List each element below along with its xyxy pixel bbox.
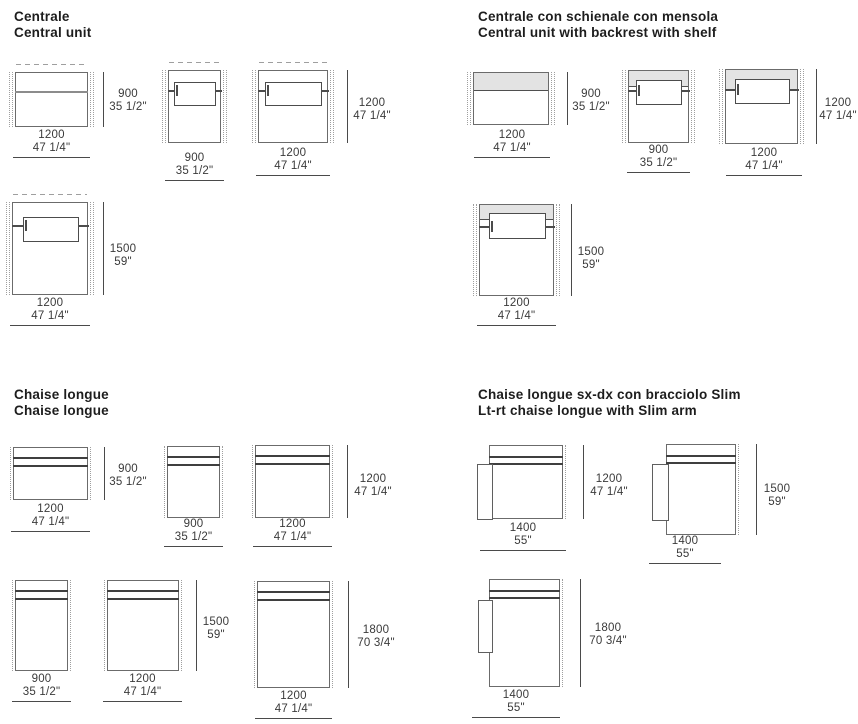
chaise-module xyxy=(257,581,330,688)
cushion-side-mark xyxy=(321,90,329,92)
chaise-module xyxy=(13,447,88,500)
backrest-line xyxy=(107,590,179,592)
connector-dashes-right xyxy=(691,70,695,143)
width-dimension-label xyxy=(164,518,223,547)
backrest-line xyxy=(13,457,88,459)
height-dimension-line xyxy=(103,72,104,127)
connector-dashes-top xyxy=(259,62,327,63)
sofa-module-with-shelf xyxy=(473,72,549,125)
section-title xyxy=(14,9,91,41)
width-in: 47 1/4" xyxy=(32,141,71,154)
backrest-line xyxy=(489,590,560,592)
backrest-line xyxy=(666,455,736,457)
chaise-module-with-arm xyxy=(489,445,563,519)
cushion-side-mark xyxy=(12,225,24,227)
width-in: 55" xyxy=(507,701,525,714)
cushion-side-mark xyxy=(168,90,175,92)
height-mm: 1500 xyxy=(202,616,230,628)
width-mm: 900 xyxy=(648,144,669,156)
cushion-side-mark xyxy=(258,90,266,92)
cushion-side-mark xyxy=(681,90,690,92)
connector-dashes-left xyxy=(467,72,471,125)
sofa-module-with-shelf xyxy=(628,70,689,143)
connector-dashes-left xyxy=(622,70,626,143)
chaise-module xyxy=(255,445,330,518)
width-dimension-label xyxy=(12,673,71,702)
backrest-cushion xyxy=(735,79,790,104)
backrest-cushion xyxy=(489,213,546,239)
height-dimension-line xyxy=(571,204,572,296)
backrest-line xyxy=(489,456,563,458)
width-mm: 1200 xyxy=(36,297,64,309)
connector-dashes-right xyxy=(332,445,333,518)
height-in: 35 1/2" xyxy=(109,100,147,113)
connector-dashes-left xyxy=(252,445,253,518)
height-dimension-label xyxy=(351,473,395,498)
connector-dashes-right xyxy=(562,579,563,687)
height-dimension-label xyxy=(584,622,632,647)
width-mm: 1200 xyxy=(280,690,307,702)
height-mm: 1200 xyxy=(359,473,387,485)
height-mm: 1500 xyxy=(577,246,605,258)
section-title-english: Central unit with backrest with shelf xyxy=(478,25,717,40)
width-in: 47 1/4" xyxy=(273,530,312,543)
backrest-line xyxy=(257,599,330,601)
connector-dashes-top xyxy=(169,62,220,63)
connector-dashes-left xyxy=(162,70,166,143)
cushion-fold-tick xyxy=(737,84,739,95)
chaise-module-with-arm xyxy=(489,579,560,687)
section-title-italian: Centrale xyxy=(14,9,70,24)
height-in: 47 1/4" xyxy=(819,109,857,122)
width-in: 55" xyxy=(514,534,532,547)
width-dimension-label xyxy=(480,522,566,551)
height-mm: 1800 xyxy=(594,622,622,634)
height-mm: 900 xyxy=(118,463,138,475)
height-mm: 1800 xyxy=(362,624,390,636)
cushion-side-mark xyxy=(78,225,89,227)
connector-dashes-left xyxy=(719,69,723,144)
backrest-line xyxy=(489,597,560,599)
connector-dashes-right xyxy=(565,445,566,519)
slim-arm xyxy=(477,464,493,520)
width-mm: 1400 xyxy=(502,689,530,701)
width-dimension-label xyxy=(13,129,90,158)
width-in: 35 1/2" xyxy=(175,164,214,177)
cushion-side-mark xyxy=(628,90,637,92)
width-in: 35 1/2" xyxy=(174,530,213,543)
backrest-line xyxy=(666,462,736,464)
height-dimension-line xyxy=(580,579,581,687)
backrest-line xyxy=(489,463,563,465)
connector-dashes-right xyxy=(222,446,223,518)
connector-dashes-left xyxy=(164,446,165,518)
backrest-cushion xyxy=(23,217,79,242)
connector-dashes-right xyxy=(70,580,71,671)
chaise-module-with-arm xyxy=(666,444,736,535)
width-mm: 900 xyxy=(31,673,52,685)
cushion-side-mark xyxy=(479,226,490,228)
width-in: 47 1/4" xyxy=(274,702,313,715)
cushion-fold-tick xyxy=(491,221,493,232)
width-in: 47 1/4" xyxy=(497,309,536,322)
width-mm: 1200 xyxy=(279,147,307,159)
height-dimension-label xyxy=(199,616,233,641)
sofa-module-with-shelf xyxy=(479,204,554,296)
section-title-english: Central unit xyxy=(14,25,92,40)
width-dimension-label xyxy=(474,129,550,158)
width-mm: 900 xyxy=(183,518,204,530)
backrest-line xyxy=(257,591,330,593)
backrest-line xyxy=(13,465,88,467)
connector-dashes-right xyxy=(223,70,227,143)
sofa-module xyxy=(168,70,221,143)
connector-dashes-right xyxy=(800,69,804,144)
width-dimension-label xyxy=(649,535,721,564)
height-mm: 900 xyxy=(118,88,138,100)
section-title xyxy=(14,387,109,419)
height-dimension-label xyxy=(574,246,608,271)
connector-dashes-left xyxy=(9,72,13,127)
height-dimension-label xyxy=(106,243,140,268)
backrest-line xyxy=(255,463,330,465)
cushion-side-mark xyxy=(215,90,222,92)
slim-arm xyxy=(652,464,669,521)
height-dimension-line xyxy=(103,202,104,295)
section-title xyxy=(478,387,741,419)
width-mm: 1200 xyxy=(503,297,530,309)
connector-dashes-right xyxy=(551,72,555,125)
height-in: 59" xyxy=(114,255,132,268)
cushion-side-mark xyxy=(725,89,736,91)
width-mm: 1200 xyxy=(279,518,306,530)
shelf-band xyxy=(474,73,548,91)
backrest-cushion xyxy=(636,80,682,105)
connector-dashes-left xyxy=(10,447,11,500)
height-dimension-label xyxy=(107,88,149,113)
height-mm: 1200 xyxy=(824,97,852,109)
width-mm: 1200 xyxy=(38,129,65,141)
height-in: 35 1/2" xyxy=(572,100,610,113)
connector-dashes-right xyxy=(556,204,560,296)
height-dimension-label xyxy=(108,463,148,488)
height-dimension-label xyxy=(350,97,394,122)
connector-dashes-right xyxy=(181,580,182,671)
connector-dashes-right xyxy=(332,581,333,688)
width-dimension-label xyxy=(165,152,224,181)
height-dimension-line xyxy=(196,580,197,671)
section-title-english: Chaise longue xyxy=(14,403,109,418)
width-dimension-label xyxy=(726,147,802,176)
width-in: 47 1/4" xyxy=(745,159,783,172)
width-dimension-label xyxy=(477,297,556,326)
connector-dashes-right xyxy=(90,72,94,127)
section-title-english: Lt-rt chaise longue with Slim arm xyxy=(478,403,697,418)
width-in: 55" xyxy=(676,547,694,560)
height-dimension-line xyxy=(348,581,349,688)
height-mm: 1200 xyxy=(595,473,623,485)
connector-dashes-top xyxy=(16,64,87,65)
chaise-module xyxy=(15,580,68,671)
section-title-italian: Centrale con schienale con mensola xyxy=(478,9,719,24)
sofa-module xyxy=(258,70,328,143)
backrest-line xyxy=(167,456,220,458)
width-in: 35 1/2" xyxy=(639,156,678,169)
width-in: 47 1/4" xyxy=(31,515,70,528)
width-mm: 900 xyxy=(184,152,205,164)
height-in: 47 1/4" xyxy=(354,485,392,498)
connector-dashes-right xyxy=(90,447,91,500)
width-dimension-label xyxy=(627,144,690,173)
height-dimension-line xyxy=(104,447,105,500)
width-in: 47 1/4" xyxy=(31,309,69,322)
slim-arm xyxy=(478,600,493,653)
height-dimension-line xyxy=(347,445,348,518)
width-dimension-label xyxy=(253,518,332,547)
backrest-cushion xyxy=(174,82,216,106)
width-dimension-label xyxy=(472,689,560,718)
connector-dashes-left xyxy=(12,580,13,671)
cushion-side-mark xyxy=(545,226,555,228)
height-dimension-label xyxy=(587,473,631,498)
height-in: 59" xyxy=(768,495,786,508)
height-dimension-line xyxy=(347,70,348,143)
connector-dashes-right xyxy=(330,70,334,143)
backrest-cushion xyxy=(265,82,322,106)
width-dimension-label xyxy=(103,673,182,702)
height-in: 47 1/4" xyxy=(353,109,391,122)
sofa-module xyxy=(15,72,88,127)
backrest-line xyxy=(15,598,68,600)
backrest-line xyxy=(255,455,330,457)
width-mm: 1200 xyxy=(498,129,526,141)
backrest-line xyxy=(15,590,68,592)
height-dimension-label xyxy=(570,88,612,113)
width-dimension-label xyxy=(255,690,332,719)
height-dimension-label xyxy=(760,483,794,508)
width-in: 47 1/4" xyxy=(123,685,162,698)
backrest-edge-line xyxy=(15,91,88,93)
connector-dashes-left xyxy=(104,580,105,671)
cushion-side-mark xyxy=(789,89,799,91)
sofa-module-with-shelf xyxy=(725,69,798,144)
connector-dashes-right xyxy=(738,444,739,535)
connector-dashes-left xyxy=(6,202,10,295)
width-in: 47 1/4" xyxy=(274,159,312,172)
sofa-module xyxy=(12,202,88,295)
height-in: 70 3/4" xyxy=(589,634,627,647)
connector-dashes-left xyxy=(473,204,477,296)
cushion-fold-tick xyxy=(267,85,269,96)
width-dimension-label xyxy=(10,297,90,326)
backrest-line xyxy=(167,464,220,466)
width-mm: 1200 xyxy=(37,503,64,515)
width-in: 47 1/4" xyxy=(493,141,531,154)
height-mm: 900 xyxy=(581,88,601,100)
width-dimension-label xyxy=(11,503,90,532)
height-in: 59" xyxy=(582,258,600,271)
width-mm: 1400 xyxy=(509,522,537,534)
width-mm: 1400 xyxy=(671,535,699,547)
height-in: 70 3/4" xyxy=(357,636,395,649)
height-dimension-line xyxy=(756,444,757,535)
section-title xyxy=(478,9,718,41)
height-in: 47 1/4" xyxy=(590,485,628,498)
connector-dashes-top xyxy=(13,194,87,195)
backrest-line xyxy=(107,598,179,600)
height-mm: 1500 xyxy=(109,243,137,255)
cushion-fold-tick xyxy=(25,220,27,231)
height-dimension-line xyxy=(816,69,817,144)
section-title-italian: Chaise longue xyxy=(14,387,109,402)
chaise-module xyxy=(107,580,179,671)
height-in: 59" xyxy=(207,628,225,641)
connector-dashes-left xyxy=(252,70,256,143)
section-title-italian: Chaise longue sx-dx con bracciolo Slim xyxy=(478,387,741,402)
connector-dashes-left xyxy=(254,581,255,688)
cushion-fold-tick xyxy=(176,85,178,96)
width-dimension-label xyxy=(256,147,330,176)
connector-dashes-right xyxy=(90,202,94,295)
height-dimension-line xyxy=(583,445,584,519)
height-dimension-label xyxy=(818,97,858,122)
width-mm: 1200 xyxy=(129,673,156,685)
width-in: 35 1/2" xyxy=(22,685,61,698)
height-dimension-label xyxy=(352,624,400,649)
width-mm: 1200 xyxy=(750,147,778,159)
height-mm: 1500 xyxy=(763,483,791,495)
height-in: 35 1/2" xyxy=(109,475,147,488)
cushion-fold-tick xyxy=(638,85,640,96)
chaise-module xyxy=(167,446,220,518)
height-dimension-line xyxy=(567,72,568,125)
height-mm: 1200 xyxy=(358,97,386,109)
